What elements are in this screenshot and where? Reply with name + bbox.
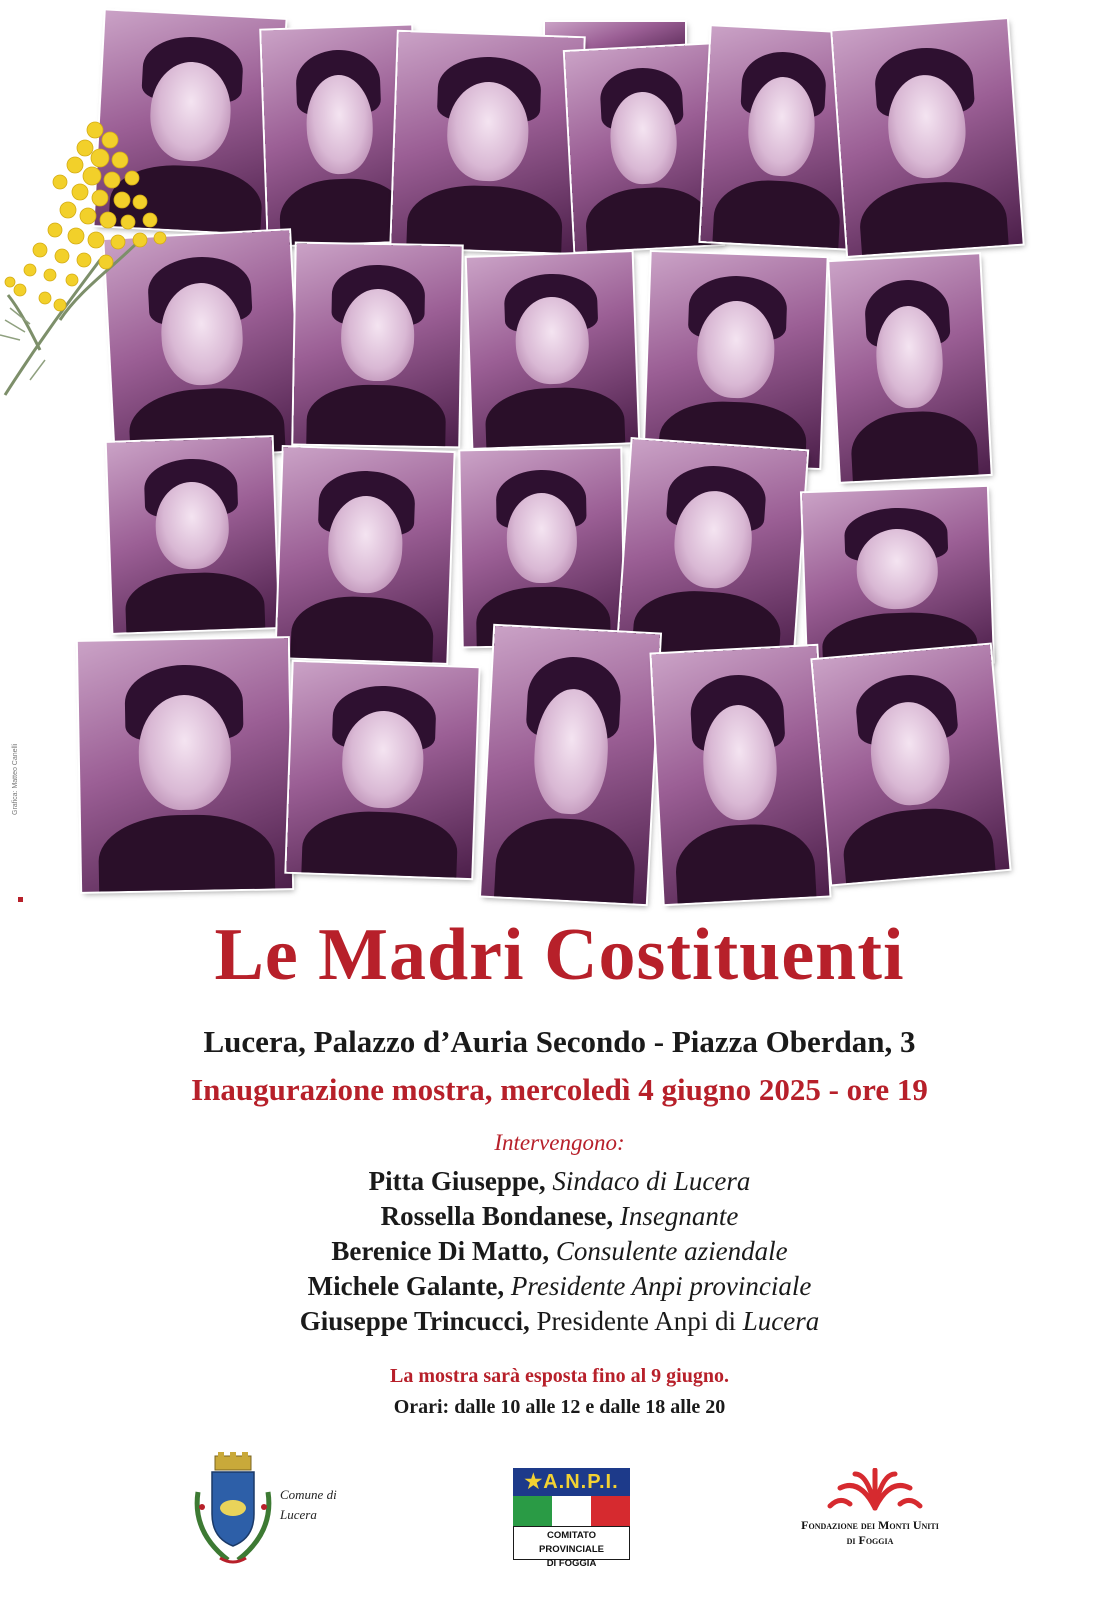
comune-line-2: Lucera <box>280 1507 317 1522</box>
speaker-item <box>0 1164 1119 1199</box>
anpi-title: ★A.N.P.I. <box>513 1468 630 1496</box>
portrait-photo <box>618 439 807 661</box>
speaker-item <box>0 1199 1119 1234</box>
graphic-credit: Grafica: Matteo Canelli <box>12 743 19 815</box>
portrait-photo <box>829 254 990 482</box>
portrait-photo <box>481 626 660 904</box>
fondazione-logo <box>775 1468 965 1563</box>
anpi-line-2: DI FOGGIA <box>546 1558 597 1569</box>
speaker-name: Rossella Bondanese, <box>380 1201 614 1231</box>
portrait-photo <box>286 662 478 878</box>
speaker-name: Pitta Giuseppe, <box>368 1166 546 1196</box>
anpi-logo <box>513 1468 630 1569</box>
fondazione-text <box>775 1518 965 1548</box>
speaker-role: Lucera <box>742 1306 820 1336</box>
speaker-name: Michele Galante, <box>307 1271 505 1301</box>
speaker-item <box>0 1234 1119 1269</box>
fondazione-line-2: di Foggia <box>846 1533 894 1547</box>
venue-line: Lucera, Palazzo d’Auria Secondo - Piazza Oberdan, 3 <box>203 1024 916 1059</box>
opening-hours: Orari: dalle 10 alle 12 e dalle 18 alle 20 <box>393 1396 726 1418</box>
mimosa-sprig-icon <box>0 110 175 400</box>
speaker-role: Sindaco di Lucera <box>552 1166 751 1196</box>
anpi-committee <box>513 1526 630 1569</box>
coat-of-arms-icon <box>190 1452 275 1570</box>
portrait-photo <box>802 487 993 668</box>
speaker-item <box>0 1269 1119 1304</box>
portrait-photo <box>644 252 826 468</box>
portrait-photo <box>107 437 279 633</box>
portrait-photo <box>391 32 583 253</box>
speakers-heading: Intervengono: <box>494 1130 625 1155</box>
portrait-photo <box>467 252 639 448</box>
portrait-photo <box>813 645 1010 885</box>
speaker-role: Presidente Anpi provinciale <box>510 1271 812 1301</box>
portrait-photo <box>276 447 453 663</box>
anpi-line-1: COMITATO PROVINCIALE <box>539 1530 604 1555</box>
fondazione-line-1: Fondazione dei Monti Uniti <box>801 1518 939 1532</box>
italian-flag-icon <box>513 1496 630 1526</box>
exhibit-note: La mostra sarà esposta fino al 9 giugno. <box>390 1365 729 1387</box>
speaker-role-plain: Presidente Anpi di <box>536 1306 736 1336</box>
speakers-list <box>0 1164 1119 1339</box>
portrait-photo <box>565 44 723 251</box>
portrait-photo <box>78 638 292 892</box>
inauguration-line: Inaugurazione mostra, mercoledì 4 giugno 2025 - ore 19 <box>191 1072 928 1107</box>
speaker-name: Berenice Di Matto, <box>331 1236 550 1266</box>
portrait-photo <box>460 449 623 647</box>
poster-title: Le Madri Costituenti <box>214 914 905 996</box>
speaker-name: Giuseppe Trincucci, <box>299 1306 530 1336</box>
comune-text <box>280 1485 337 1525</box>
comune-line-1: Comune di <box>280 1487 337 1502</box>
portrait-photo <box>293 244 461 447</box>
speaker-role: Insegnante <box>619 1201 739 1231</box>
portrait-photo <box>832 19 1022 256</box>
credit-marker <box>18 897 23 902</box>
comune-lucera-logo <box>190 1452 390 1572</box>
fondazione-emblem-icon <box>820 1468 930 1516</box>
speaker-role: Consulente aziendale <box>555 1236 788 1266</box>
portrait-photo <box>652 646 830 904</box>
speaker-item <box>0 1304 1119 1339</box>
